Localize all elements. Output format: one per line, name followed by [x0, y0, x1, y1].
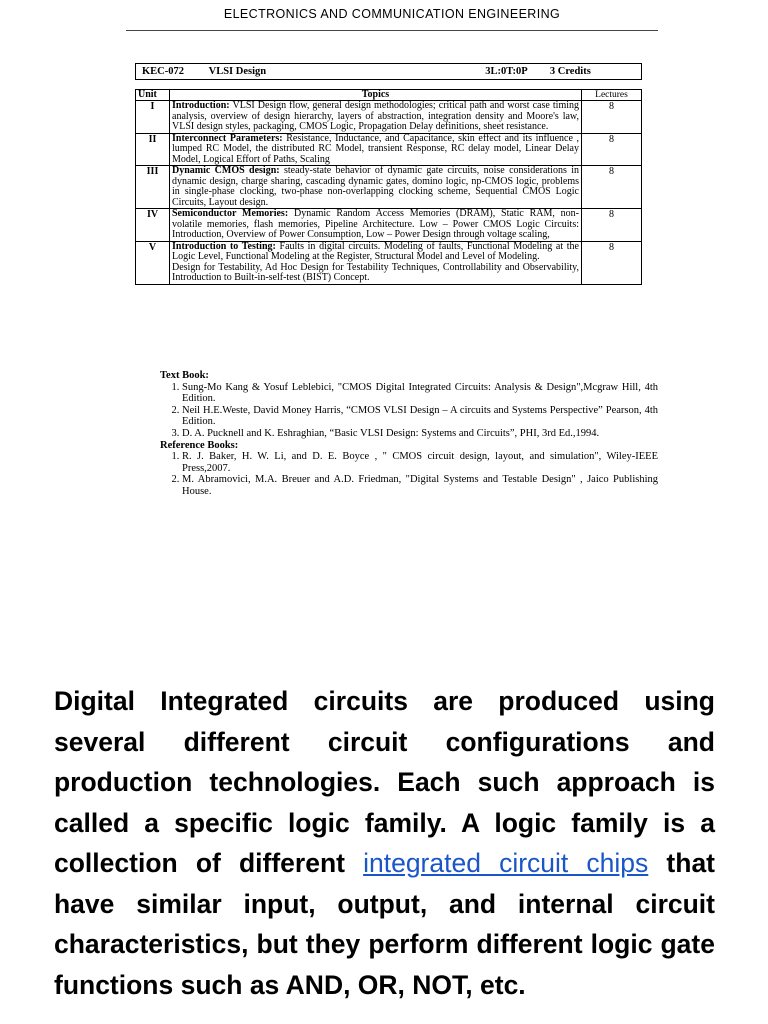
- unit-text: VLSI Design flow, general design methodologies; critical path and worst case timing analysis, overview of design hierarchy, layers of abstraction, integration density and Moore's law, VLSI design styles, packaging, CMOS Logic, Propagation Delay definitions, sheet resistance.: [172, 100, 579, 132]
- unit-title: Introduction:: [172, 100, 230, 111]
- unit-title: Semiconductor Memories:: [172, 208, 289, 219]
- course-credits: 3 Credits: [549, 66, 591, 77]
- unit-number: III: [136, 166, 170, 209]
- list-item: 2. Neil H.E.Weste, David Money Harris, “CMOS VLSI Design – A circuits and Systems Perspective” Pearson, 4th Edition.: [182, 405, 658, 428]
- unit-number: I: [136, 101, 170, 134]
- book-lists: [160, 370, 658, 498]
- unit-lectures: 8: [582, 209, 642, 242]
- integrated-circuit-chips-link[interactable]: integrated circuit chips: [363, 848, 649, 878]
- course-code: KEC-072: [142, 66, 184, 77]
- table-head-row: [136, 90, 642, 101]
- unit-topics: [170, 241, 582, 284]
- table-row: [136, 241, 642, 284]
- list-item: 3. D. A. Pucknell and K. Eshraghian, “Basic VLSI Design: Systems and Circuits”, PHI, 3rd Ed.,1994.: [182, 428, 658, 440]
- reference-book-list: [160, 451, 658, 497]
- unit-topics: [170, 166, 582, 209]
- unit-lectures: 8: [582, 166, 642, 209]
- topics-header: Topics: [170, 90, 582, 101]
- text-book-heading: Text Book:: [160, 370, 209, 381]
- lectures-header: Lectures: [582, 90, 642, 101]
- unit-text-continued: Design for Testability, Ad Hoc Design for Testability Techniques, Controllability and Observability, Introduction to Built-in-self-test (BIST) Concept.: [172, 261, 579, 283]
- text-book-list: [160, 382, 658, 440]
- unit-number: V: [136, 241, 170, 284]
- department-title: ELECTRONICS AND COMMUNICATION ENGINEERING: [223, 7, 561, 21]
- unit-number: IV: [136, 209, 170, 242]
- unit-lectures: 8: [582, 101, 642, 134]
- unit-lectures: 8: [582, 133, 642, 166]
- unit-lectures: 8: [582, 241, 642, 284]
- unit-title: Introduction to Testing:: [172, 240, 276, 252]
- paragraph-text: Digital Integrated circuits are produced using several different circuit configurations and production technologies. Each such approach is called a specific logic family. A logic family is a collection of different: [54, 686, 715, 878]
- unit-topics: [170, 209, 582, 242]
- unit-number: II: [136, 133, 170, 166]
- course-name: VLSI Design: [208, 66, 267, 77]
- course-row: [136, 64, 642, 80]
- article-paragraph: [54, 681, 715, 1005]
- unit-topics: [170, 133, 582, 166]
- list-item: 1. Sung-Mo Kang & Yosuf Leblebici, "CMOS Digital Integrated Circuits: Analysis & Design",Mcgraw Hill, 4th Edition.: [182, 382, 658, 405]
- course-ltp: 3L:0T:0P: [485, 66, 528, 77]
- unit-text: steady-state behavior of dynamic gate circuits, noise considerations in dynamic design, charge sharing, cascading dynamic gates, domino logic, np-CMOS logic, problems in single-phase clocking, two-phase non-overlapping clocking scheme, Sequential CMOS Logic Circuits, Layout design.: [172, 165, 579, 208]
- unit-title: Dynamic CMOS design:: [172, 165, 280, 176]
- unit-title: Interconnect Parameters:: [172, 132, 283, 144]
- reference-books-heading: Reference Books:: [160, 439, 239, 451]
- page-header: [126, 0, 658, 31]
- spacer-row: [136, 80, 642, 90]
- paragraph-text-continued: that have similar input, output, and internal circuit characteristics, but they perform different logic gate functions such as AND, OR, NOT, etc.: [54, 848, 716, 1000]
- list-item: 1. R. J. Baker, H. W. Li, and D. E. Boyce , " CMOS circuit design, layout, and simulation", Wiley-IEEE Press,2007.: [182, 451, 658, 474]
- unit-text: Resistance, Inductance, and Capacitance, skin effect and its influence , lumped RC Model, the distributed RC Model, transient Response, RC delay model, Linear Delay Model, Logical Effort of Paths, Scaling: [172, 132, 579, 165]
- table-row: [136, 133, 642, 166]
- syllabus-table: [135, 63, 642, 285]
- table-row: [136, 209, 642, 242]
- list-item: 2. M. Abramovici, M.A. Breuer and A.D. Friedman, "Digital Systems and Testable Design" , Jaico Publishing House.: [182, 474, 658, 497]
- unit-text: Dynamic Random Access Memories (DRAM), Static RAM, non-volatile memories, flash memories, Pipeline Architecture. Low – Power CMOS Logic Circuits: Introduction, Overview of Power Consumption, Low – Power Design through voltage scaling,: [172, 208, 580, 240]
- table-row: [136, 101, 642, 134]
- table-row: [136, 166, 642, 209]
- unit-text: Faults in digital circuits. Modeling of faults, Functional Modeling at the Logic Level, Functional Modeling at the Register, Structural Model and Level of Modeling.: [172, 240, 579, 262]
- unit-topics: [170, 101, 582, 134]
- unit-header: Unit: [136, 90, 170, 101]
